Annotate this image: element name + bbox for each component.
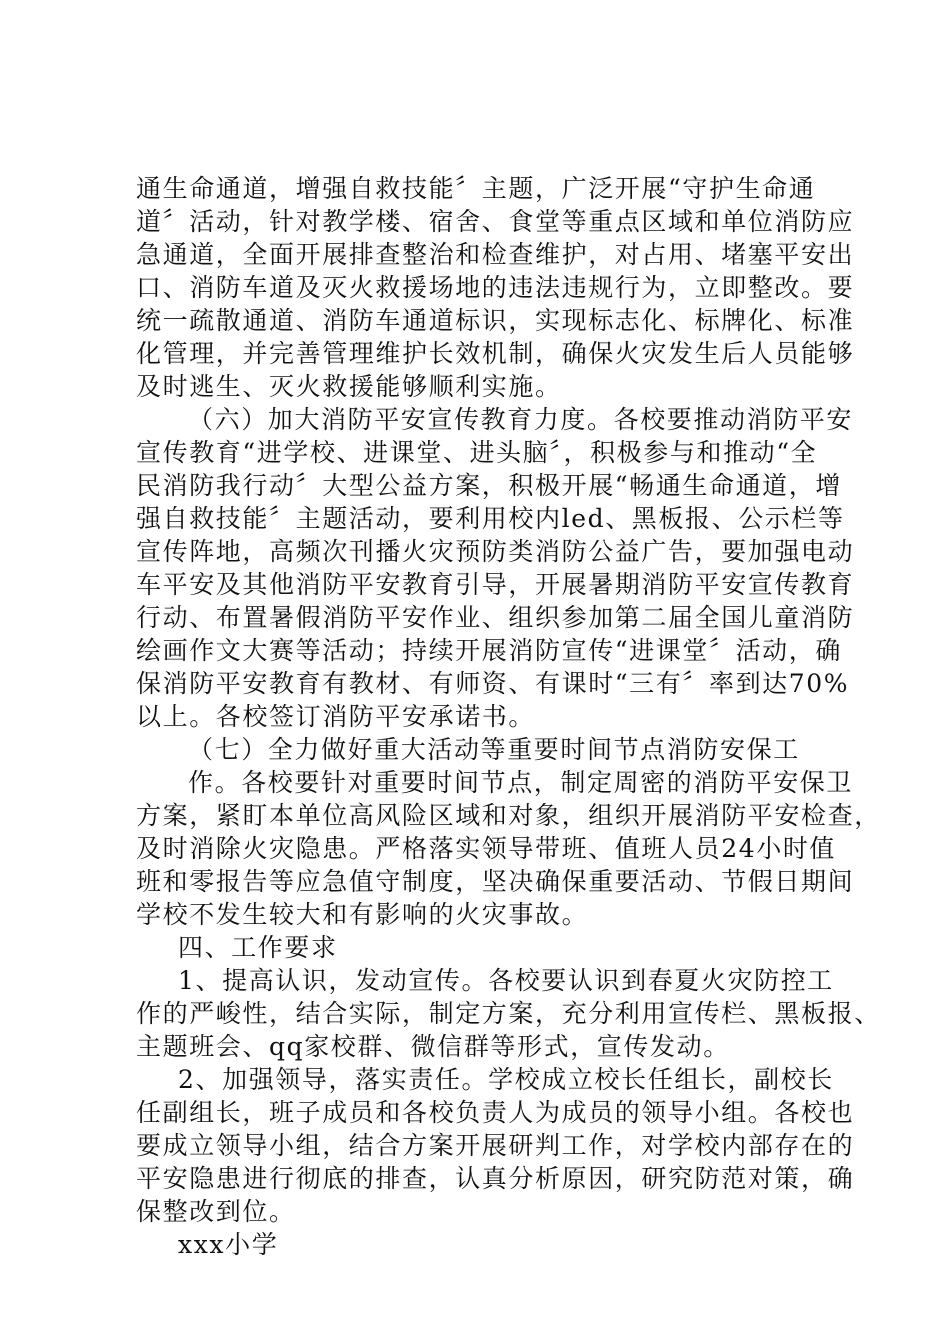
text-line: 宣传阵地，高频次刊播火灾预防类消防公益广告，要加强电动: [136, 537, 855, 566]
text-line: 及时逃生、灭火救援能够顺利实施。: [136, 372, 562, 401]
text-line: 及时消除火灾隐患。严格落实领导带班、值班人员24小时值: [136, 834, 837, 863]
text-line: 任副组长，班子成员和各校负责人为成员的领导小组。各校也: [136, 1098, 855, 1127]
text-line: 以上。各校签订消防平安承诺书。: [136, 702, 536, 731]
paragraph-heading: 1、提高认识，发动宣传。各校要认识到春夏火灾防控工: [178, 966, 834, 995]
text-line: 行动、布置暑假消防平安作业、组织参加第二届全国儿童消防: [136, 603, 855, 632]
text-line: 通生命通道，增强自救技能〞主题，广泛开展“守护生命通: [136, 174, 816, 203]
text-line: 学校不发生较大和有影响的火灾事故。: [136, 900, 589, 929]
text-line: 方案，紧盯本单位高风险区域和对象，组织开展消防平安检查，: [136, 801, 881, 830]
text-line: 绘画作文大赛等活动；持续开展消防宣传“进课堂〞活动，确: [136, 636, 842, 665]
text-line: 作。各校要针对重要时间节点，制定周密的消防平安保卫: [188, 768, 854, 797]
text-line: 车平安及其他消防平安教育引导，开展暑期消防平安宣传教育: [136, 570, 855, 599]
text-line: 保整改到位。: [136, 1197, 296, 1226]
text-line: 统一疏散通道、消防车通道标识，实现标志化、标牌化、标准: [136, 306, 855, 335]
text-line: 强自救技能〞主题活动，要利用校内led、黑板报、公示栏等: [136, 504, 845, 533]
text-line: 急通道，全面开展排查整治和检查维护，对占用、堵塞平安出: [136, 240, 855, 269]
text-line: 民消防我行动〞大型公益方案，积极开展“畅通生命通道，增: [136, 471, 842, 500]
text-line: 道〞活动，针对教学楼、宿舍、食堂等重点区域和单位消防应: [136, 207, 855, 236]
text-line: 要成立领导小组，结合方案开展研判工作，对学校内部存在的: [136, 1131, 855, 1160]
paragraph-heading: 2、加强领导，落实责任。学校成立校长任组长，副校长: [178, 1065, 834, 1094]
section-heading: 四、工作要求: [178, 933, 338, 962]
text-line: 宣传教育“进学校、进课堂、进头脑〞，积极参与和推动“全: [136, 438, 818, 467]
paragraph-heading: （六）加大消防平安宣传教育力度。各校要推动消防平安: [188, 405, 854, 434]
signature-line: xxx小学: [178, 1230, 279, 1259]
text-line: 化管理，并完善管理维护长效机制，确保火灾发生后人员能够: [136, 339, 855, 368]
text-line: 口、消防车道及灭火救援场地的违法违规行为，立即整改。要: [136, 273, 855, 302]
text-line: 保消防平安教育有教材、有师资、有课时“三有〞率到达70%: [136, 669, 850, 698]
text-line: 平安隐患进行彻底的排查，认真分析原因，研究防范对策，确: [136, 1164, 855, 1193]
paragraph-heading: （七）全力做好重大活动等重要时间节点消防安保工: [188, 735, 800, 764]
text-line: 作的严峻性，结合实际，制定方案，充分利用宣传栏、黑板报、: [136, 999, 881, 1028]
text-line: 主题班会、qq家校群、微信群等形式，宣传发动。: [136, 1032, 730, 1061]
text-line: 班和零报告等应急值守制度，坚决确保重要活动、节假日期间: [136, 867, 855, 896]
